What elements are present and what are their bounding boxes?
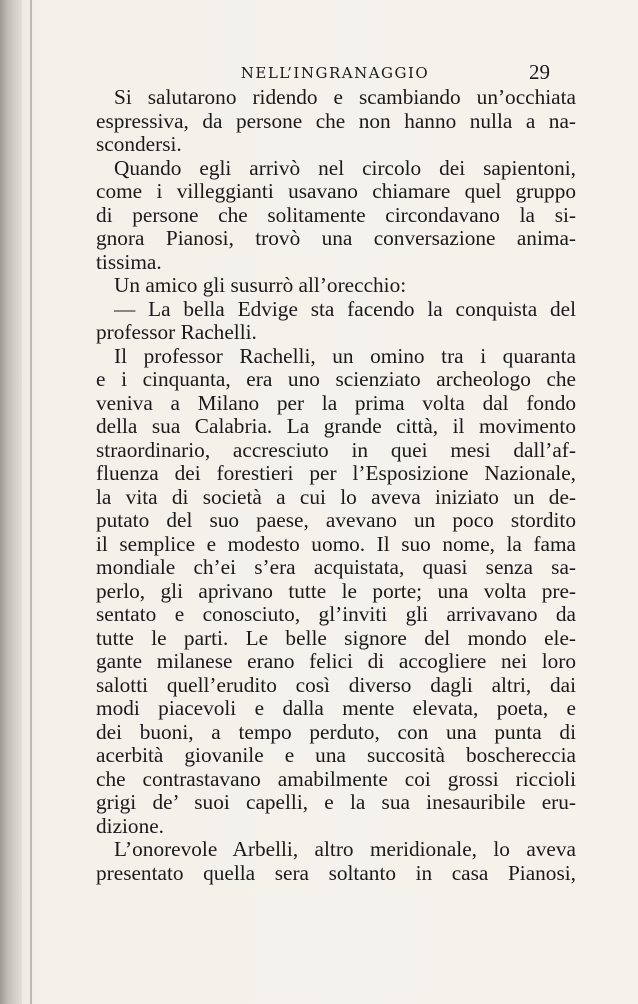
page-binding-shadow	[0, 0, 22, 1004]
text-line: grigi de’ suoi capelli, e la sua inesauribile eru-	[96, 790, 576, 814]
text-line: espressiva, da persone che non hanno nulla a na-	[96, 108, 576, 133]
text-line: Il professor Rachelli, un omino tra i quaranta	[114, 343, 576, 368]
text-line: e i cinquanta, era uno scienziato archeologo che	[96, 367, 576, 391]
text-line: di persone che solitamente circondavano la si-	[96, 202, 576, 227]
text-line: acerbità giovanile e una succosità boschereccia	[96, 743, 576, 767]
text-line: putato del suo paese, avevano un poco stordito	[96, 508, 576, 532]
page-number: 29	[529, 60, 550, 84]
text-line: sentato e conosciuto, gl’inviti gli arrivavano da	[96, 602, 576, 626]
text-line: veniva a Milano per la prima volta dal fondo	[96, 390, 576, 415]
paragraph-6	[96, 838, 576, 885]
paragraph-4	[96, 298, 576, 345]
text-line: la vita di società a cui lo aveva iniziato un de-	[96, 484, 576, 509]
text-line: Si salutarono ridendo e scambiando un’occhiata	[114, 85, 576, 109]
text-line: L’onorevole Arbelli, altro meridionale, lo aveva	[114, 837, 576, 861]
paragraph-5	[96, 345, 576, 839]
text-line: — La bella Edvige sta facendo la conquista del	[114, 296, 576, 321]
text-line: tissima.	[96, 249, 162, 274]
text-line: straordinario, accresciuto in quei mesi dall’af-	[96, 437, 576, 462]
text-line: Quando egli arrivò nel circolo dei sapientoni,	[114, 155, 576, 180]
running-head	[100, 60, 570, 84]
text-line: perlo, gli aprivano tutte le porte; una volta pre-	[96, 578, 576, 603]
text-line: gnora Pianosi, trovò una conversazione anima-	[96, 226, 576, 250]
text-line: mondiale ch’ei s’era acquistata, quasi senza sa-	[96, 555, 576, 579]
text-line: scondersi.	[96, 132, 182, 156]
text-line: dei buoni, a tempo perduto, con una punta di	[96, 719, 576, 744]
paragraph-2	[96, 157, 576, 275]
text-line: il semplice e modesto uomo. Il suo nome, la fama	[96, 531, 576, 556]
text-line: dizione.	[96, 813, 165, 838]
text-line: che contrastavano amabilmente coi grossi riccioli	[96, 766, 576, 791]
running-head-title: NELL’INGRANAGGIO	[240, 64, 430, 82]
body-text	[96, 86, 576, 885]
text-line: della sua Calabria. La grande città, il movimento	[96, 414, 576, 438]
text-line: presentato quella sera soltanto in casa Pianosi,	[96, 860, 576, 885]
text-line: modi piacevoli e dalla mente elevata, poeta, e	[96, 696, 576, 720]
paragraph-1	[96, 86, 576, 157]
page-gutter-line	[30, 0, 32, 1004]
text-line: gante milanese erano felici di accogliere nei loro	[96, 649, 576, 673]
paragraph-3	[96, 274, 576, 298]
text-line: tutte le parti. Le belle signore del mondo ele-	[96, 625, 576, 650]
text-line: come i villeggianti usavano chiamare quel gruppo	[96, 179, 576, 203]
text-line: Un amico gli susurrò all’orecchio:	[114, 273, 407, 297]
text-line: professor Rachelli.	[96, 320, 257, 344]
text-line: fluenza dei forestieri per l’Esposizione Nazionale,	[96, 461, 576, 485]
text-line: salotti quell’erudito così diverso dagli altri, dai	[96, 672, 576, 697]
